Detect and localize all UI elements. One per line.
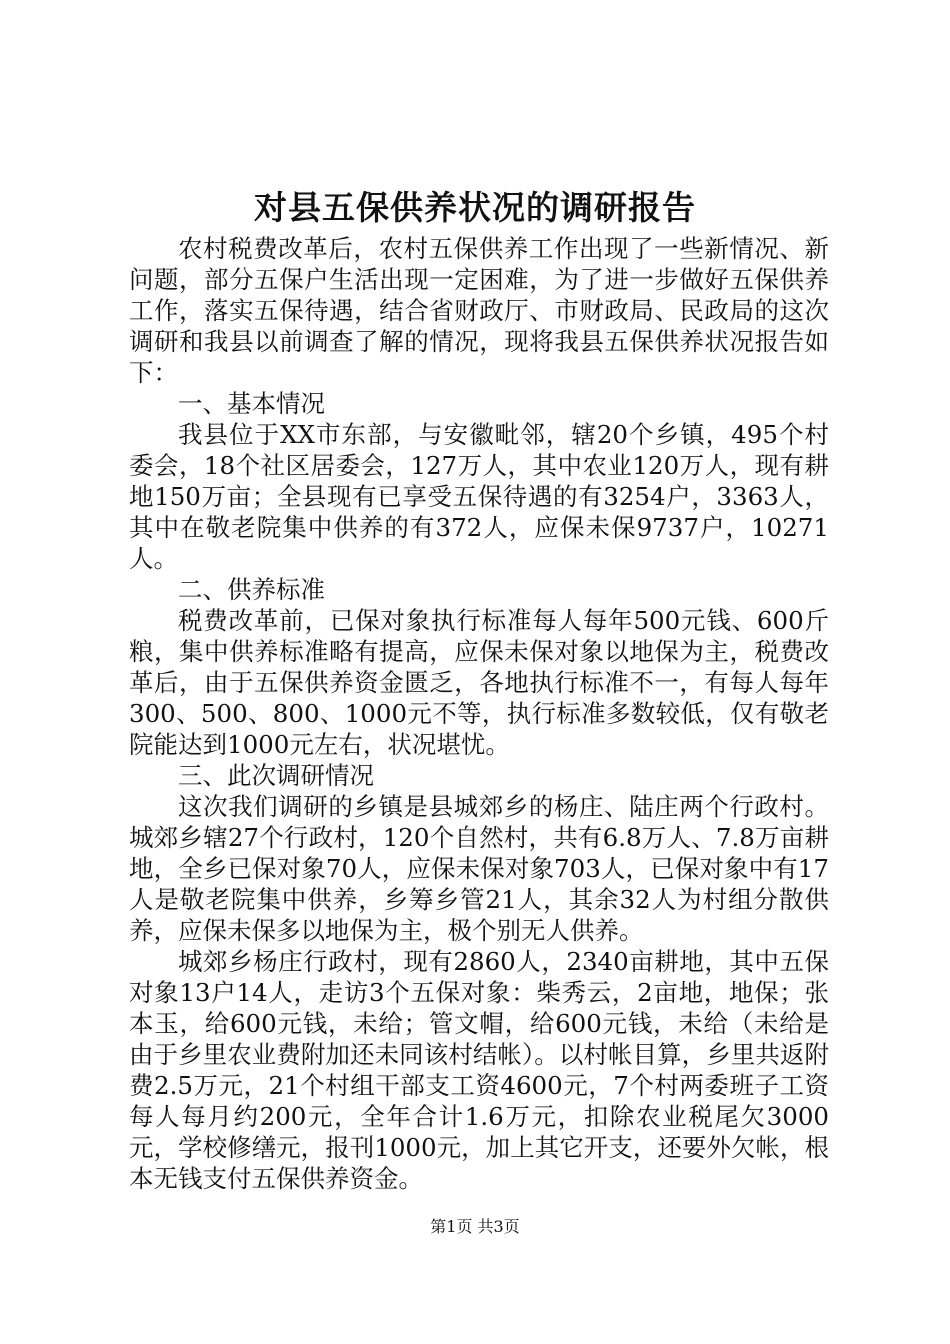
section-heading-survey: 三、此次调研情况: [178, 761, 374, 790]
section-heading-standard: 二、供养标准: [178, 575, 325, 604]
section-heading-basic: 一、基本情况: [178, 389, 325, 418]
basic-situation-paragraph: 我县位于XX市东部，与安徽毗邻，辖20个乡镇，495个村委会，18个社区居委会，127万人，其中农业120万人，现有耕地150万亩；全县现有已享受五保待遇的有3254户，3363人，其中在敬老院集中供养的有372人，应保未保9737户，10271人。: [129, 420, 829, 573]
intro-paragraph: 农村税费改革后，农村五保供养工作出现了一些新情况、新问题，部分五保户生活出现一定困难，为了进一步做好五保供养工作，落实五保待遇，结合省财政厅、市财政局、民政局的这次调研和我县以前调查了解的情况，现将我县五保供养状况报告如下：: [129, 234, 829, 387]
document-title: 对县五保供养状况的调研报告: [254, 188, 696, 227]
survey-paragraph: 这次我们调研的乡镇是县城郊乡的杨庄、陆庄两个行政村。城郊乡辖27个行政村，120个自然村，共有6.8万人、7.8万亩耕地，全乡已保对象70人，应保未保对象703人，已保对象中有17人是敬老院集中供养，乡筹乡管21人，其余32人为村组分散供养，应保未保多以地保为主，极个别无人供养。: [129, 792, 829, 945]
page-indicator: 第1页 共3页: [430, 1217, 520, 1236]
yangzhuang-paragraph: 城郊乡杨庄行政村，现有2860人，2340亩耕地，其中五保对象13户14人，走访3个五保对象：柴秀云，2亩地，地保；张本玉，给600元钱，未给；管文帽，给600元钱，未给（未给是由于乡里农业费附加还未同该村结帐）。以村帐目算，乡里共返附费2.5万元，21个村组干部支工资4600元，7个村两委班子工资每人每月约200元，全年合计1.6万元，扣除农业税尾欠3000元，学校修缮元，报刊1000元，加上其它开支，还要外欠帐，根本无钱支付五保供养资金。: [129, 947, 829, 1193]
document-body: [129, 233, 829, 1194]
standard-paragraph: 税费改革前，已保对象执行标准每人每年500元钱、600斤粮，集中供养标准略有提高，应保未保对象以地保为主，税费改革后，由于五保供养资金匮乏，各地执行标准不一，有每人每年300、500、800、1000元不等，执行标准多数较低，仅有敬老院能达到1000元左右，状况堪忧。: [129, 606, 829, 759]
